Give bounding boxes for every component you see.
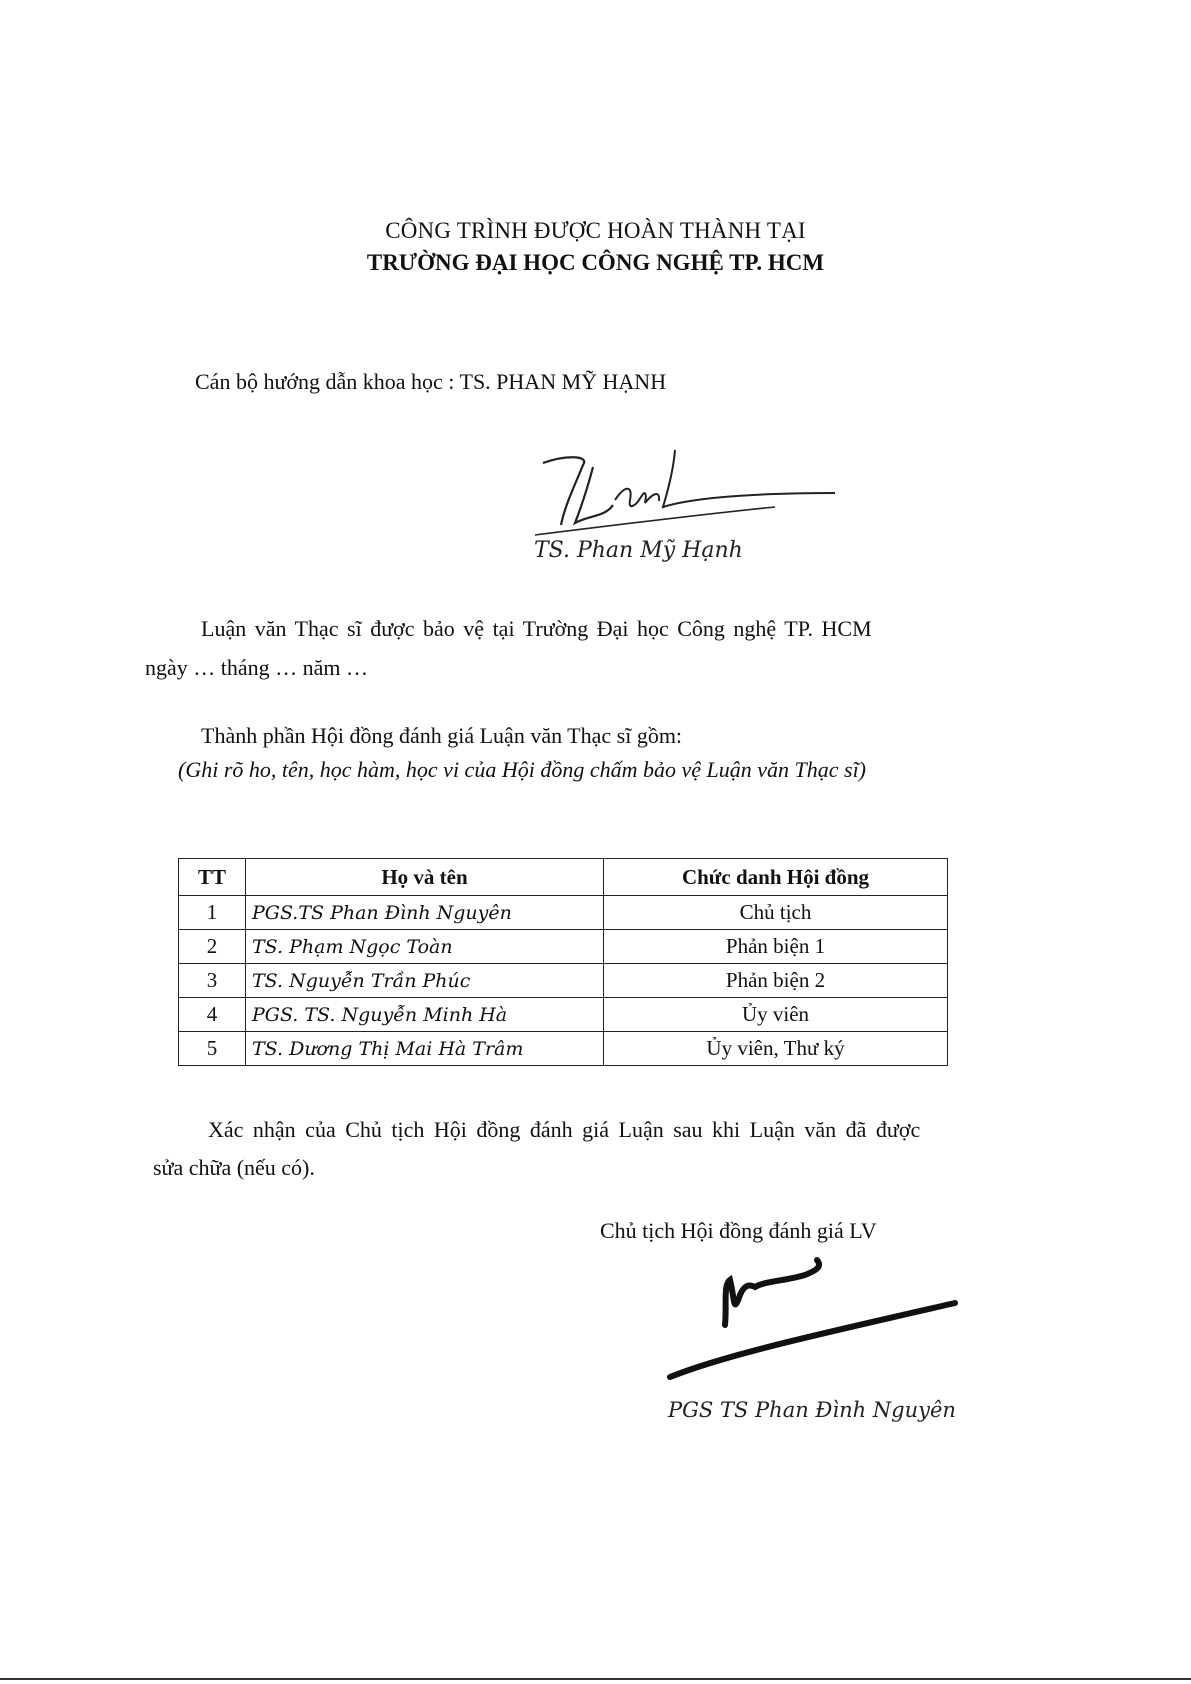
defense-line-2: ngày … tháng … năm … — [145, 655, 369, 680]
member-name: TS. Dương Thị Mai Hà Trâm — [246, 1032, 604, 1066]
page-bottom-rule — [0, 1678, 1191, 1680]
row-number: 3 — [179, 964, 246, 998]
defense-line-1: Luận văn Thạc sĩ được bảo vệ tại Trường Đại học Công nghệ TP. HCM — [201, 616, 872, 641]
row-number: 5 — [179, 1032, 246, 1066]
header-line-1: CÔNG TRÌNH ĐƯỢC HOÀN THÀNH TẠI — [385, 218, 806, 243]
member-role: Ủy viên — [604, 998, 948, 1032]
council-intro: Thành phần Hội đồng đánh giá Luận văn Thạc sĩ gồm: — [201, 723, 683, 748]
row-number: 2 — [179, 930, 246, 964]
chair-title: Chủ tịch Hội đồng đánh giá LV — [600, 1218, 877, 1243]
chair-signature — [665, 1255, 965, 1380]
member-role: Ủy viên, Thư ký — [604, 1032, 948, 1066]
col-header-name: Họ và tên — [246, 859, 604, 896]
member-name: TS. Nguyễn Trần Phúc — [246, 964, 604, 998]
council-note: (Ghi rõ ho, tên, học hàm, học vi của Hội đồng chấm bảo vệ Luận văn Thạc sĩ) — [178, 757, 867, 782]
chair-signed-name: PGS TS Phan Đình Nguyên — [668, 1398, 956, 1422]
col-header-tt: TT — [179, 859, 246, 896]
advisor-signature — [535, 445, 855, 535]
advisor-line: Cán bộ hướng dẫn khoa học : TS. PHAN MỸ HẠNH — [195, 369, 667, 394]
row-number: 4 — [179, 998, 246, 1032]
table-row — [179, 964, 948, 998]
university-name: TRƯỜNG ĐẠI HỌC CÔNG NGHỆ TP. HCM — [366, 250, 825, 275]
confirmation-line-2: sửa chữa (nếu có). — [153, 1155, 315, 1180]
table-row — [179, 930, 948, 964]
member-name: PGS.TS Phan Đình Nguyên — [246, 896, 604, 930]
table-header-row — [179, 859, 948, 896]
member-name: TS. Phạm Ngọc Toàn — [246, 930, 604, 964]
row-number: 1 — [179, 896, 246, 930]
col-header-role: Chức danh Hội đồng — [604, 859, 948, 896]
table-row — [179, 896, 948, 930]
member-name: PGS. TS. Nguyễn Minh Hà — [246, 998, 604, 1032]
table-row — [179, 998, 948, 1032]
advisor-signed-name: TS. Phan Mỹ Hạnh — [534, 538, 743, 563]
member-role: Phản biện 1 — [604, 930, 948, 964]
member-role: Chủ tịch — [604, 896, 948, 930]
member-role: Phản biện 2 — [604, 964, 948, 998]
council-table — [178, 858, 948, 1066]
table-row — [179, 1032, 948, 1066]
confirmation-line-1: Xác nhận của Chủ tịch Hội đồng đánh giá Luận sau khi Luận văn đã được — [208, 1117, 921, 1142]
